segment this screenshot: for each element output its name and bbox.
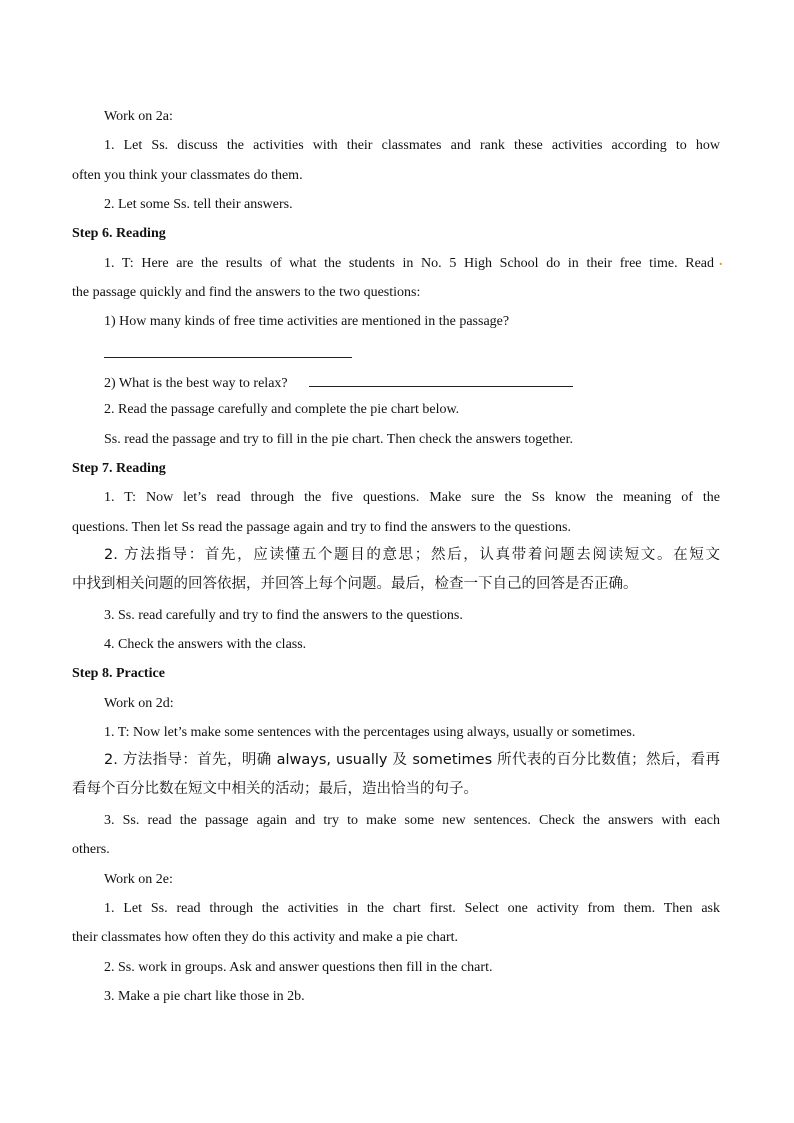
step8-para2-line2: 看每个百分比数在短文中相关的活动；最后，造出恰当的句子。 — [72, 781, 478, 797]
step7-para4: 4. Check the answers with the class. — [104, 637, 307, 652]
step-6-heading: Step 6. Reading — [72, 226, 166, 241]
work-on-2a-label: Work on 2a: — [104, 109, 173, 124]
step8-2e-para3: 3. Make a pie chart like those in 2b. — [104, 989, 305, 1004]
step6-para1-line1: 1. T: Here are the results of what the students in No. 5 High School do in their free time. Read — [104, 256, 714, 271]
answer-blank-1[interactable] — [104, 343, 352, 358]
annotation-mark: . — [719, 254, 723, 269]
step-8-heading: Step 8. Practice — [72, 666, 165, 681]
step-7-heading: Step 7. Reading — [72, 461, 166, 476]
step8-para1: 1. T: Now let’s make some sentences with the percentages using always, usually or sometimes. — [104, 725, 636, 740]
answer-blank-1-row — [104, 343, 352, 364]
step7-para1-line1: 1. T: Now let’s read through the five questions. Make sure the Ss know the meaning of the — [104, 490, 720, 505]
step8-2e-para1-line1: 1. Let Ss. read through the activities in the chart first. Select one activity from them. Then ask — [104, 901, 720, 916]
step7-para2-line1: 2. 方法指导：首先，应读懂五个题目的意思；然后，认真带着问题去阅读短文。在短文 — [104, 547, 720, 563]
step8-2e-para1-line2: their classmates how often they do this activity and make a pie chart. — [72, 930, 459, 945]
paragraph-2a-2: 2. Let some Ss. tell their answers. — [104, 197, 293, 212]
work-on-2e-label: Work on 2e: — [104, 872, 173, 887]
paragraph-2a-1-line1: 1. Let Ss. discuss the activities with their classmates and rank these activities according to how — [104, 138, 720, 153]
step8-para3-line1: 3. Ss. read the passage again and try to make some new sentences. Check the answers with each — [104, 813, 720, 828]
answer-blank-2[interactable] — [309, 372, 573, 387]
step8-para2-line1: 2. 方法指导：首先，明确 always, usually 及 sometimes 所代表的百分比数值；然后，看再 — [104, 752, 720, 768]
work-on-2d-label: Work on 2d: — [104, 696, 174, 711]
step6-para1-line2: the passage quickly and find the answers to the two questions: — [72, 285, 421, 300]
question-2: 2) What is the best way to relax? — [104, 376, 288, 391]
step8-2e-para2: 2. Ss. work in groups. Ask and answer questions then fill in the chart. — [104, 960, 493, 975]
step6-para2: 2. Read the passage carefully and complete the pie chart below. — [104, 402, 460, 417]
step8-para3-line2: others. — [72, 842, 110, 857]
step7-para3: 3. Ss. read carefully and try to find the answers to the questions. — [104, 608, 463, 623]
question-2-row — [104, 372, 573, 393]
step7-para2-line2: 中找到相关问题的回答依据，并回答上每个问题。最后，检查一下自己的回答是否正确。 — [72, 576, 638, 592]
paragraph-2a-1-line2: often you think your classmates do them. — [72, 168, 303, 183]
question-1: 1) How many kinds of free time activities are mentioned in the passage? — [104, 314, 510, 329]
step6-para3: Ss. read the passage and try to fill in the pie chart. Then check the answers together. — [104, 432, 573, 447]
step7-para1-line2: questions. Then let Ss read the passage again and try to find the answers to the questions. — [72, 520, 571, 535]
